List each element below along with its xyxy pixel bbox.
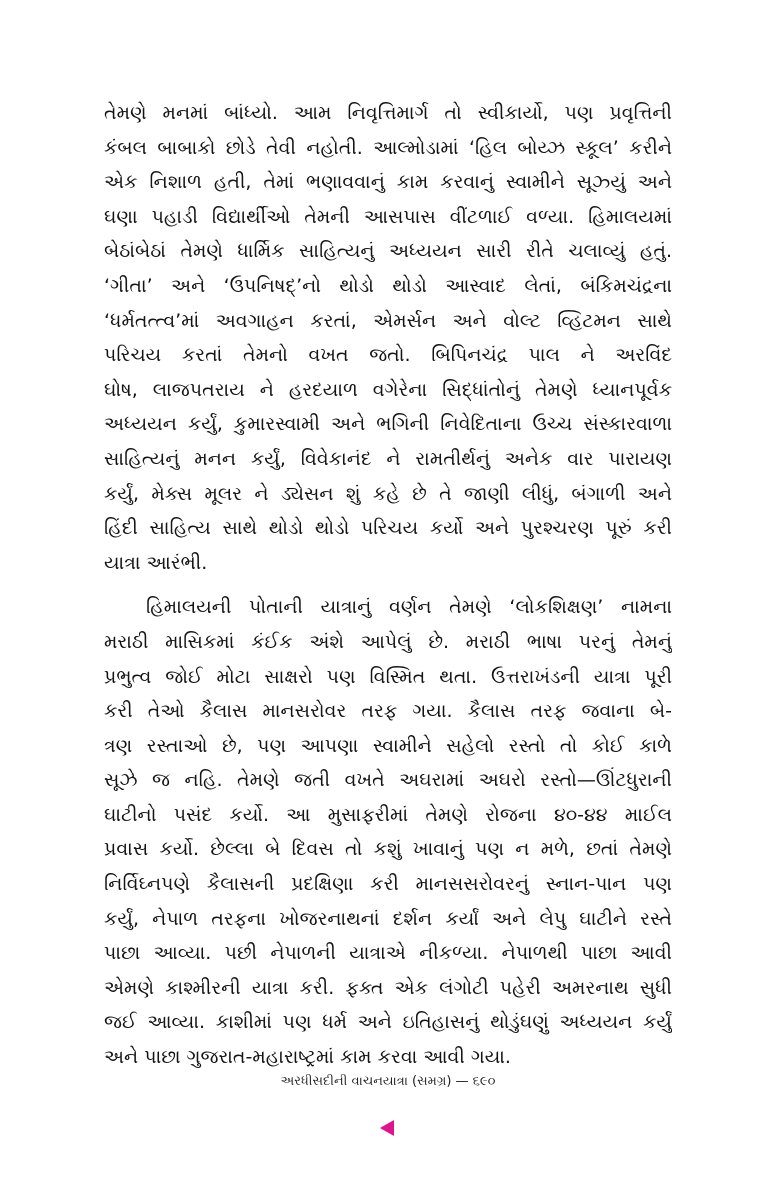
text-line: સૂઝે જ નહિ. તેમણે જતી વખતે અઘરામાં અઘરો રસ્તો—ઊંટધુરાની: [104, 769, 672, 792]
text-line: ત્રણ રસ્તાઓ છે, પણ આપણા સ્વામીને સહેલો રસ્તો તો કોઈ કાળે: [104, 734, 672, 757]
paragraph: [104, 590, 672, 1074]
text-line: ઘણા પહાડી વિદ્યાર્થીઓ તેમની આસપાસ વીંટળાઈ વળ્યા. હિમાલયમાં: [104, 205, 672, 228]
text-line: પ્રવાસ કર્યો. છેલ્લા બે દિવસ તો કશું ખાવાનું પણ ન મળે, છતાં તેમણે: [104, 838, 672, 861]
text-line: ‘ધર્મતત્ત્વ’માં અવગાહન કરતાં, એમર્સન અને વોલ્ટ વ્હિટમન સાથે: [104, 309, 672, 332]
text-line: સાહિત્યનું મનન કર્યું, વિવેકાનંદ ને રામતીર્થનું અનેક વાર પારાયણ: [104, 447, 672, 470]
text-line: પાછા આવ્યા. પછી નેપાળની યાત્રાએ નીકળ્યા. નેપાળથી પાછા આવી: [104, 942, 672, 965]
text-line: મરાઠી માસિકમાં કંઈક અંશે આપેલું છે. મરાઠી ભાષા પરનું તેમનું: [104, 630, 672, 653]
text-line: તેમણે મનમાં બાંધ્યો. આમ નિવૃત્તિમાર્ગ તો સ્વીકાર્યો, પણ પ્રવૃત્તિની: [104, 102, 672, 124]
text-line: પરિચય કરતાં તેમનો વખત જતો. બિપિનચંદ્ર પાલ ને અરવિંદ: [104, 344, 672, 367]
text-line: યાત્રા આરંભી.: [104, 551, 208, 574]
text-line: કરી તેઓ કૈલાસ માનસરોવર તરફ ગયા. કૈલાસ તરફ જવાના બે-: [104, 700, 672, 723]
text-line: ઘાટીનો પસંદ કર્યો. આ મુસાફરીમાં તેમણે રોજના ૪૦-૪૪ માઈલ: [104, 803, 672, 826]
paragraph-gap: [104, 580, 672, 590]
text-line: કર્યું, નેપાળ તરફના ખોજરનાથનાં દર્શન કર્યાં અને લેપુ ઘાટીને રસ્તે: [104, 907, 672, 930]
page-footer: અરધીસદીની વાચનયાત્રા (સમગ્ર) — ૬૯૦: [280, 1074, 496, 1089]
text-line: એક નિશાળ હતી, તેમાં ભણાવવાનું કામ કરવાનું સ્વામીને સૂઝ્યું અને: [104, 171, 672, 194]
text-line: એમણે કાશ્મીરની યાત્રા કરી. ફક્ત એક લંગોટી પહેરી અમરનાથ સુધી: [104, 976, 672, 999]
text-line: ‘ગીતા’ અને ‘ઉપનિષદ્’નો થોડો થોડો આસ્વાદ લેતાં, બંકિમચંદ્રના: [104, 274, 672, 297]
body-text: [104, 96, 672, 1075]
text-line: હિમાલયની પોતાની યાત્રાનું વર્ણન તેમણે ‘લોકશિક્ષણ’ નામના: [146, 596, 672, 619]
text-line: કર્યું, મેક્સ મૂલર ને ડ્યેસન શું કહે છે તે જાણી લીધું, બંગાળી અને: [104, 482, 672, 505]
text-line: પ્રભુત્વ જોઈ મોટા સાક્ષરો પણ વિસ્મિત થતા. ઉત્તરાખંડની યાત્રા પૂરી: [104, 665, 672, 688]
text-line: બેઠાંબેઠાં તેમણે ધાર્મિક સાહિત્યનું અધ્યયન સારી રીતે ચલાવ્યું હતું.: [104, 240, 672, 263]
paragraph: [104, 96, 672, 580]
text-line: અધ્યયન કર્યું, કુમારસ્વામી અને ભગિની નિવેદિતાના ઉચ્ચ સંસ્કારવાળા: [104, 413, 672, 436]
text-line: ઘોષ, લાજપતરાય ને હરદયાળ વગેરેના સિદ્ધાંતોનું તેમણે ધ્યાનપૂર્વક: [104, 378, 672, 401]
previous-page-arrow-icon[interactable]: [380, 1120, 394, 1136]
text-line: હિંદી સાહિત્ય સાથે થોડો થોડો પરિચય કર્યો અને પુરશ્ચરણ પૂરું કરી: [104, 517, 672, 540]
text-line: કંબલ બાબાકો છોડે તેવી નહોતી. આલ્મોડામાં ‘હિલ બોય્ઝ સ્કૂલ’ કરીને: [104, 136, 672, 159]
text-line: જઈ આવ્યા. કાશીમાં પણ ધર્મ અને ઇતિહાસનું થોડુંઘણું અધ્યયન કર્યું: [104, 1011, 672, 1034]
text-line: નિર્વિઘ્નપણે કૈલાસની પ્રદક્ષિણા કરી માનસસરોવરનું સ્નાન-પાન પણ: [104, 873, 672, 896]
text-line: અને પાછા ગુજરાત-મહારાષ્ટ્રમાં કામ કરવા આવી ગયા.: [104, 1046, 511, 1069]
